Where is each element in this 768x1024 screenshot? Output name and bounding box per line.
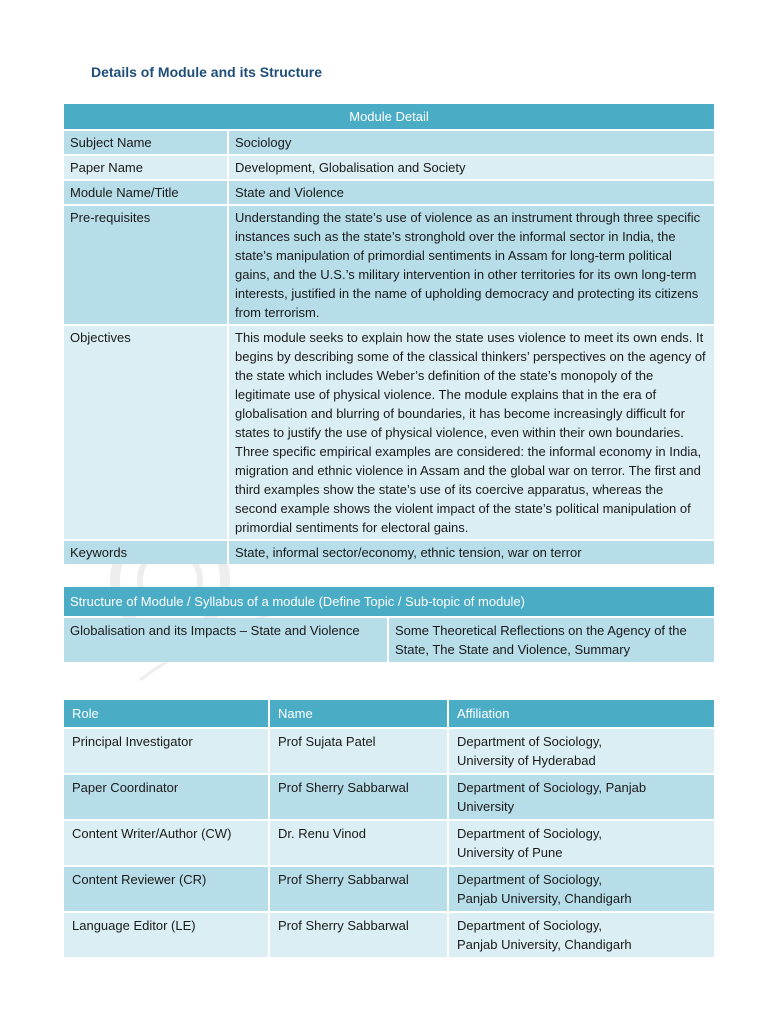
detail-label: Keywords — [64, 541, 229, 564]
name-cell: Prof Sherry Sabbarwal — [270, 913, 449, 957]
detail-label: Objectives — [64, 326, 229, 539]
structure-row — [64, 618, 714, 662]
table-row — [64, 867, 714, 911]
detail-row-module-title — [64, 181, 714, 204]
role-cell: Principal Investigator — [64, 729, 270, 773]
role-cell: Content Reviewer (CR) — [64, 867, 270, 911]
table-row — [64, 729, 714, 773]
detail-row-keywords — [64, 541, 714, 564]
detail-row-paper — [64, 156, 714, 179]
name-cell: Prof Sujata Patel — [270, 729, 449, 773]
affiliation-cell: Department of Sociology, Panjab University — [449, 775, 714, 819]
detail-row-objectives — [64, 326, 714, 539]
detail-value: State and Violence — [229, 181, 714, 204]
structure-topic: Globalisation and its Impacts – State and Violence — [64, 618, 389, 662]
column-header-role: Role — [64, 700, 270, 727]
detail-label: Subject Name — [64, 131, 229, 154]
detail-value: Understanding the state’s use of violence as an instrument through three specific instances such as the state’s stronghold over the informal sector in India, the state’s manipulation of primordial sentiments in Assam for long-term political gains, and the U.S.’s military intervention in other territories for its own long-term interests, justified in the name of upholding democracy and protecting its citizens from terrorism. — [229, 206, 714, 324]
name-cell: Dr. Renu Vinod — [270, 821, 449, 865]
role-cell: Paper Coordinator — [64, 775, 270, 819]
module-detail-header: Module Detail — [64, 104, 714, 129]
detail-value: This module seeks to explain how the state uses violence to meet its own ends. It begins by describing some of the classical thinkers’ perspectives on the agency of the state which includes Weber’s definition of the state’s monopoly of the legitimate use of physical violence. The module explains that in the era of globalisation and blurring of boundaries, it has become increasingly difficult for states to justify the use of physical violence, even within their own boundaries. Three specific empirical examples are considered: the informal economy in India, migration and ethnic violence in Assam and the global war on terror. The first and third examples show the state’s use of its coercive apparatus, whereas the second example shows the violent impact of the state’s political manipulation of primordial sentiments for electoral gains. — [229, 326, 714, 539]
table-row — [64, 821, 714, 865]
detail-row-prerequisites — [64, 206, 714, 324]
detail-value: State, informal sector/economy, ethnic tension, war on terror — [229, 541, 714, 564]
column-header-affiliation: Affiliation — [449, 700, 714, 727]
page-title: Details of Module and its Structure — [91, 64, 323, 80]
affiliation-cell: Department of Sociology, Panjab University, Chandigarh — [449, 867, 714, 911]
column-header-name: Name — [270, 700, 449, 727]
detail-label: Module Name/Title — [64, 181, 229, 204]
detail-label: Paper Name — [64, 156, 229, 179]
detail-label: Pre-requisites — [64, 206, 229, 324]
table-row — [64, 775, 714, 819]
structure-table — [64, 585, 714, 664]
role-cell: Content Writer/Author (CW) — [64, 821, 270, 865]
team-table — [64, 698, 714, 959]
name-cell: Prof Sherry Sabbarwal — [270, 867, 449, 911]
role-cell: Language Editor (LE) — [64, 913, 270, 957]
affiliation-cell: Department of Sociology, Panjab University, Chandigarh — [449, 913, 714, 957]
module-detail-table — [64, 102, 714, 566]
table-row — [64, 913, 714, 957]
structure-subtopic: Some Theoretical Reflections on the Agency of the State, The State and Violence, Summary — [389, 618, 714, 662]
detail-row-subject — [64, 131, 714, 154]
structure-header: Structure of Module / Syllabus of a module (Define Topic / Sub-topic of module) — [64, 587, 714, 616]
detail-value: Sociology — [229, 131, 714, 154]
affiliation-cell: Department of Sociology, University of Hyderabad — [449, 729, 714, 773]
detail-value: Development, Globalisation and Society — [229, 156, 714, 179]
name-cell: Prof Sherry Sabbarwal — [270, 775, 449, 819]
team-table-body — [64, 729, 714, 957]
affiliation-cell: Department of Sociology, University of Pune — [449, 821, 714, 865]
